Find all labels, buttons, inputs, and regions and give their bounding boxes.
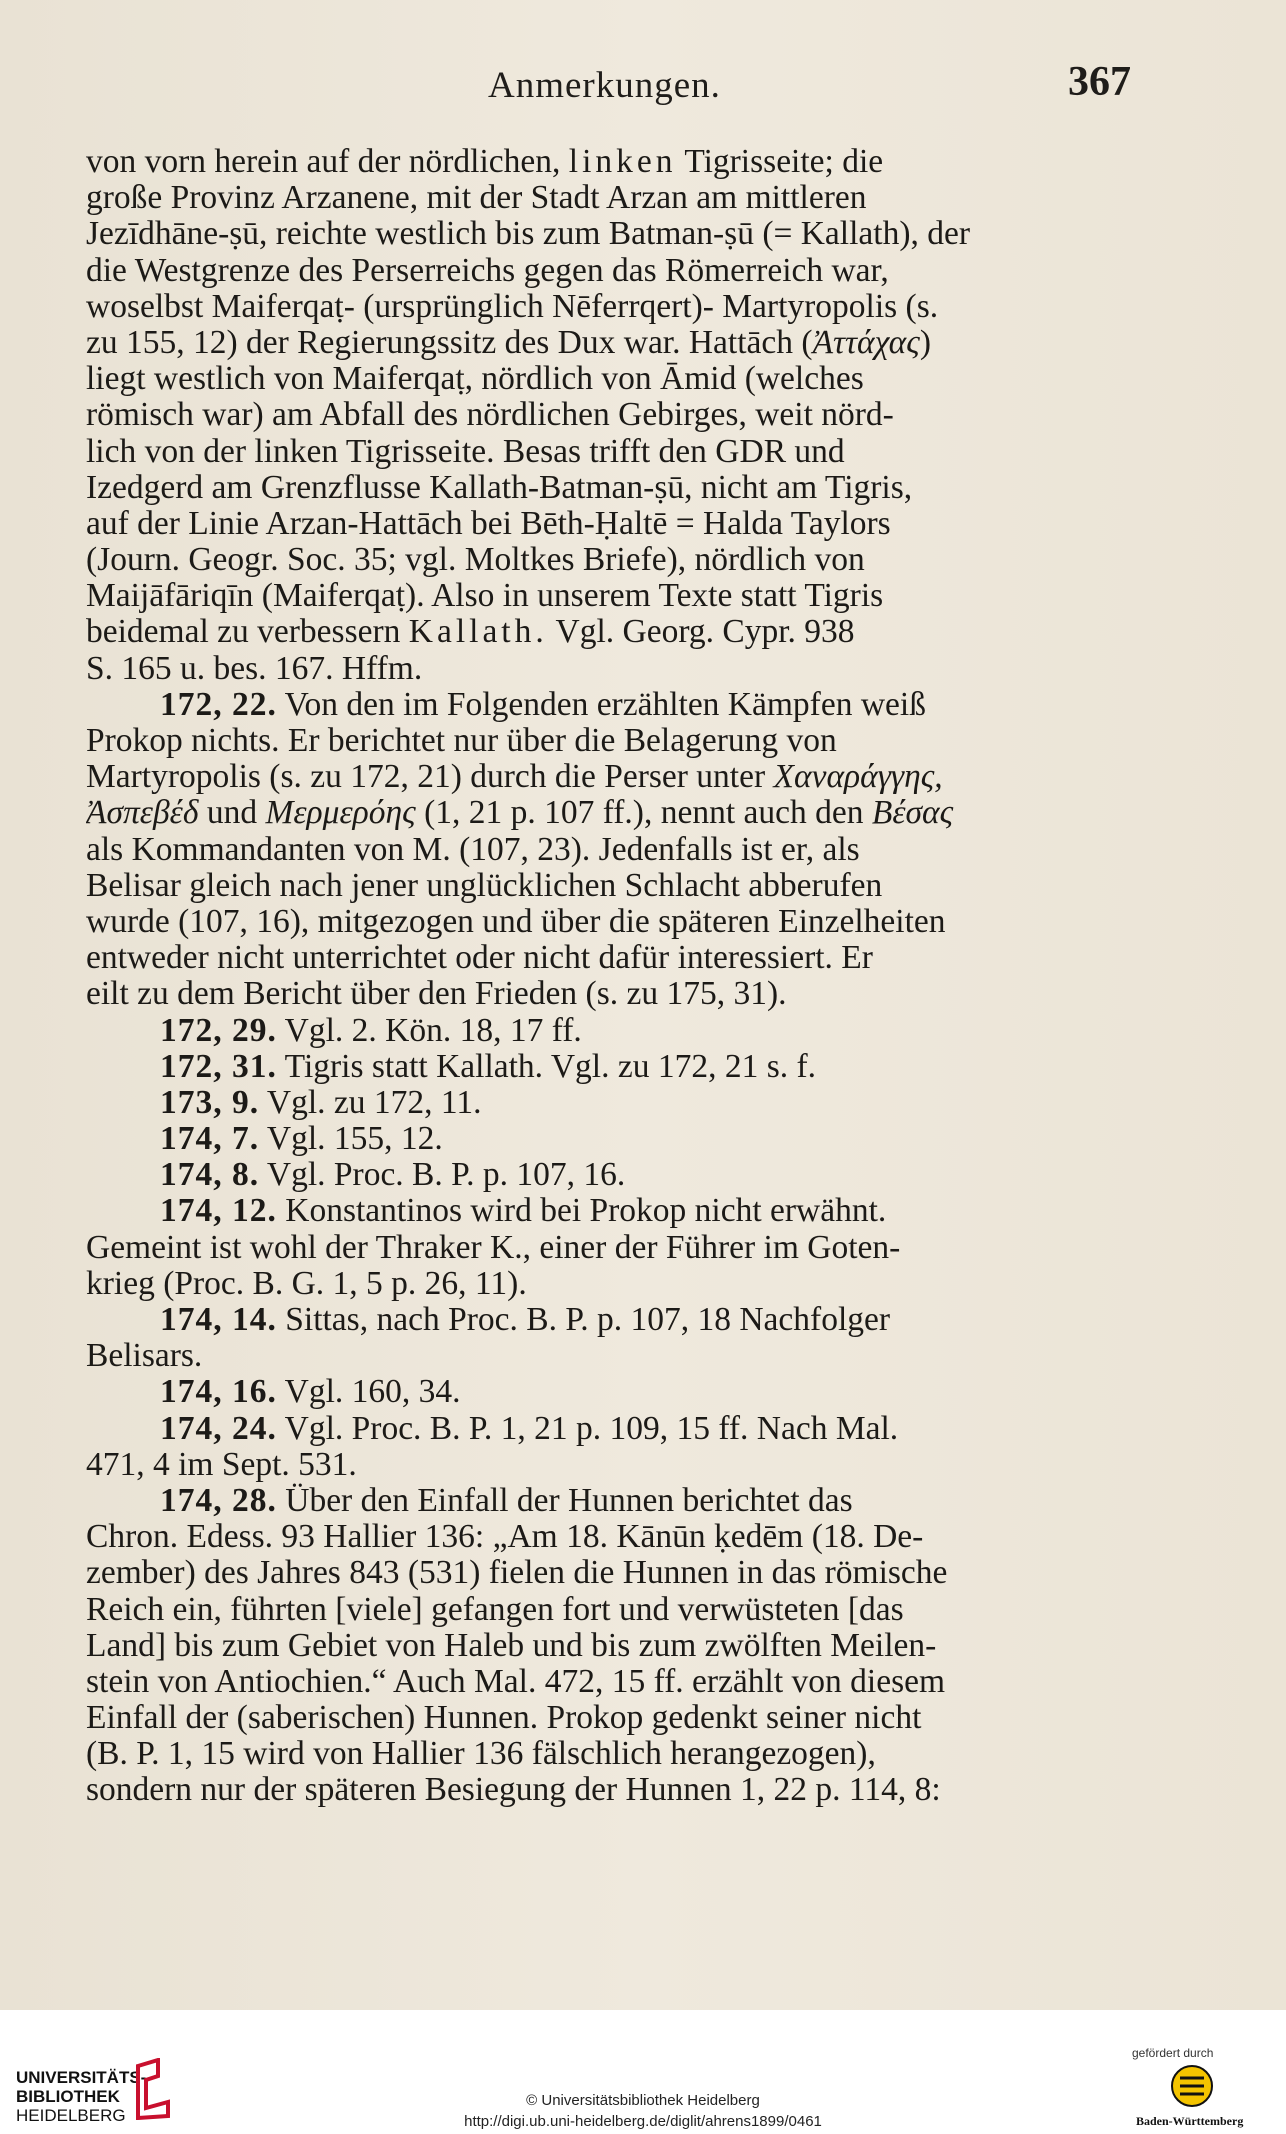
text-span: Vgl. Georg. Cypr. 938 bbox=[555, 614, 855, 651]
text-span: Tigris statt Kallath. Vgl. zu 172, 21 s. f. bbox=[284, 1048, 817, 1085]
note-entry bbox=[86, 1157, 1146, 1193]
text-line: (Journ. Geogr. Soc. 35; vgl. Moltkes Briefe), nördlich von bbox=[86, 542, 865, 579]
page-header bbox=[0, 58, 1286, 108]
note-entry bbox=[86, 1374, 1146, 1410]
text-line: als Kommandanten von M. (107, 23). Jedenfalls ist er, als bbox=[86, 831, 860, 868]
note-entry bbox=[86, 1085, 1146, 1121]
text-span: Sittas, nach Proc. B. P. p. 107, 18 Nachfolger bbox=[285, 1302, 891, 1338]
text-line: römisch war) am Abfall des nördlichen Gebirges, weit nörd- bbox=[86, 397, 894, 434]
text-line: (B. P. 1, 15 wird von Hallier 136 fälschlich herangezogen), bbox=[86, 1736, 876, 1773]
text-span: von vorn herein auf der nördlichen, bbox=[86, 144, 561, 180]
viewer-footer bbox=[0, 2010, 1286, 2134]
text-line: woselbst Maiferqaṭ- (ursprünglich Nēferrqert)- Martyropolis (s. bbox=[86, 288, 939, 325]
note-entry bbox=[86, 1193, 1146, 1229]
text-line: Chron. Edess. 93 Hallier 136: „Am 18. Kānūn ḳedēm (18. De- bbox=[86, 1519, 924, 1556]
text-line bbox=[86, 144, 1146, 180]
text-span: Über den Einfall der Hunnen berichtet das bbox=[285, 1482, 853, 1519]
text-line: 471, 4 im Sept. 531. bbox=[86, 1446, 357, 1483]
library-name-line: BIBLIOTHEK bbox=[16, 2087, 120, 2106]
text-line: Maijāfāriqīn (Maiferqaṭ). Also in unserem Texte statt Tigris bbox=[86, 578, 884, 615]
text-line bbox=[86, 614, 1146, 650]
note-entry bbox=[86, 1013, 1146, 1049]
text-line: Prokop nichts. Er berichtet nur über die Belagerung von bbox=[86, 723, 837, 759]
text-span: Tigrisseite; die bbox=[684, 144, 884, 180]
text-line: Belisar gleich nach jener unglücklichen Schlacht abberufen bbox=[86, 867, 883, 904]
funding-label: gefördert durch bbox=[1132, 2046, 1214, 2060]
greek-word: Χαναράγγης, bbox=[773, 759, 943, 796]
note-entry bbox=[86, 1049, 1146, 1085]
text-span: Vgl. 155, 12. bbox=[266, 1121, 443, 1158]
text-span: Konstantinos wird bei Prokop nicht erwähnt. bbox=[285, 1193, 887, 1230]
text-line: Belisars. bbox=[86, 1338, 203, 1375]
note-reference: 172, 29. bbox=[160, 1012, 277, 1049]
greek-word: Ἀττάχας bbox=[812, 324, 920, 361]
spaced-word: Kallath. bbox=[408, 614, 548, 651]
funder-name: Baden-Württemberg bbox=[1136, 2114, 1244, 2128]
greek-word: Ἀσπεβέδ bbox=[86, 795, 199, 832]
text-line: liegt westlich von Maiferqaṭ, nördlich von Āmid (welches bbox=[86, 361, 864, 398]
text-span: Vgl. 2. Kön. 18, 17 ff. bbox=[284, 1012, 582, 1049]
note-entry bbox=[86, 687, 1146, 723]
text-line: eilt zu dem Bericht über den Frieden (s. zu 175, 31). bbox=[86, 976, 787, 1013]
text-line: sondern nur der späteren Besiegung der Hunnen 1, 22 p. 114, 8: bbox=[86, 1772, 941, 1809]
text-line: entweder nicht unterrichtet oder nicht dafür interessiert. Er bbox=[86, 940, 873, 977]
page-number: 367 bbox=[1068, 59, 1131, 105]
text-span: beidemal zu verbessern bbox=[86, 614, 401, 651]
note-reference: 174, 24. bbox=[160, 1410, 277, 1447]
note-reference: 174, 16. bbox=[160, 1374, 277, 1411]
library-name-line: UNIVERSITÄTS- bbox=[16, 2068, 147, 2087]
note-entry bbox=[86, 1121, 1146, 1157]
text-line: stein von Antiochien.“ Auch Mal. 472, 15 ff. erzählt von diesem bbox=[86, 1663, 946, 1700]
text-span: Vgl. 160, 34. bbox=[284, 1374, 461, 1411]
note-reference: 174, 12. bbox=[160, 1193, 277, 1230]
text-line bbox=[86, 325, 1146, 361]
spaced-word: linken bbox=[568, 144, 677, 180]
coat-of-arms-icon bbox=[1170, 2064, 1214, 2108]
text-line: lich von der linken Tigrisseite. Besas trifft den GDR und bbox=[86, 433, 845, 470]
greek-word: Μερμερόης bbox=[265, 795, 416, 832]
text-line bbox=[86, 795, 1146, 831]
text-line: Jezīdhāne-ṣū, reichte westlich bis zum Batman-ṣū (= Kallath), der bbox=[86, 216, 971, 253]
text-span: zu 155, 12) der Regierungssitz des Dux war. Hattāch ( bbox=[86, 324, 813, 361]
note-reference: 174, 8. bbox=[160, 1157, 260, 1194]
text-line: Reich ein, führten [viele] gefangen fort und verwüsteten [das bbox=[86, 1591, 904, 1628]
note-reference: 173, 9. bbox=[160, 1084, 260, 1121]
text-line bbox=[86, 759, 1146, 795]
note-reference: 172, 31. bbox=[160, 1048, 277, 1085]
text-span: Vgl. zu 172, 11. bbox=[266, 1084, 482, 1121]
text-line: die Westgrenze des Perserreichs gegen das Römerreich war, bbox=[86, 252, 889, 289]
text-line: Gemeint ist wohl der Thraker K., einer der Führer im Goten- bbox=[86, 1229, 901, 1266]
greek-word: Βέσας bbox=[871, 795, 954, 832]
note-entry bbox=[86, 1411, 1146, 1447]
note-reference: 174, 7. bbox=[160, 1121, 260, 1158]
copyright-notice: © Universitätsbibliothek Heidelberg bbox=[526, 2092, 760, 2109]
note-reference: 174, 28. bbox=[160, 1482, 277, 1519]
text-line: S. 165 u. bes. 167. Hffm. bbox=[86, 650, 423, 687]
running-title: Anmerkungen. bbox=[488, 65, 721, 106]
note-entry bbox=[86, 1483, 1146, 1519]
text-span: ) bbox=[919, 324, 931, 361]
text-span: Von den im Folgenden erzählten Kämpfen weiß bbox=[284, 686, 926, 723]
text-span: Vgl. Proc. B. P. 1, 21 p. 109, 15 ff. Nach Mal. bbox=[284, 1410, 899, 1447]
text-span: Martyropolis (s. zu 172, 21) durch die Perser unter bbox=[86, 759, 774, 796]
text-line: auf der Linie Arzan-Hattāch bei Bēth-Ḥaltē = Halda Taylors bbox=[86, 505, 891, 542]
text-span: und bbox=[198, 795, 266, 832]
text-line: große Provinz Arzanene, mit der Stadt Arzan am mittleren bbox=[86, 180, 867, 217]
text-span: (1, 21 p. 107 ff.), nennt auch den bbox=[415, 795, 872, 832]
text-line: zember) des Jahres 843 (531) fielen die Hunnen in das römische bbox=[86, 1555, 948, 1592]
permalink[interactable]: http://digi.ub.uni-heidelberg.de/diglit/ahrens1899/0461 bbox=[464, 2113, 822, 2130]
note-entry bbox=[86, 1302, 1146, 1338]
note-reference: 172, 22. bbox=[160, 686, 277, 723]
text-line: Izedgerd am Grenzflusse Kallath-Batman-ṣū, nicht am Tigris, bbox=[86, 469, 913, 506]
text-line: wurde (107, 16), mitgezogen und über die späteren Einzelheiten bbox=[86, 903, 946, 940]
annotation-text bbox=[86, 144, 1146, 1809]
library-mark-icon bbox=[128, 2058, 174, 2120]
text-line: Einfall der (saberischen) Hunnen. Prokop gedenkt seiner nicht bbox=[86, 1700, 922, 1737]
text-line: krieg (Proc. B. G. 1, 5 p. 26, 11). bbox=[86, 1265, 527, 1302]
text-line: Land] bis zum Gebiet von Haleb und bis zum zwölften Meilen- bbox=[86, 1627, 937, 1664]
library-name-line: HEIDELBERG bbox=[16, 2106, 126, 2125]
text-span: Vgl. Proc. B. P. p. 107, 16. bbox=[266, 1157, 626, 1194]
note-reference: 174, 14. bbox=[160, 1302, 277, 1338]
